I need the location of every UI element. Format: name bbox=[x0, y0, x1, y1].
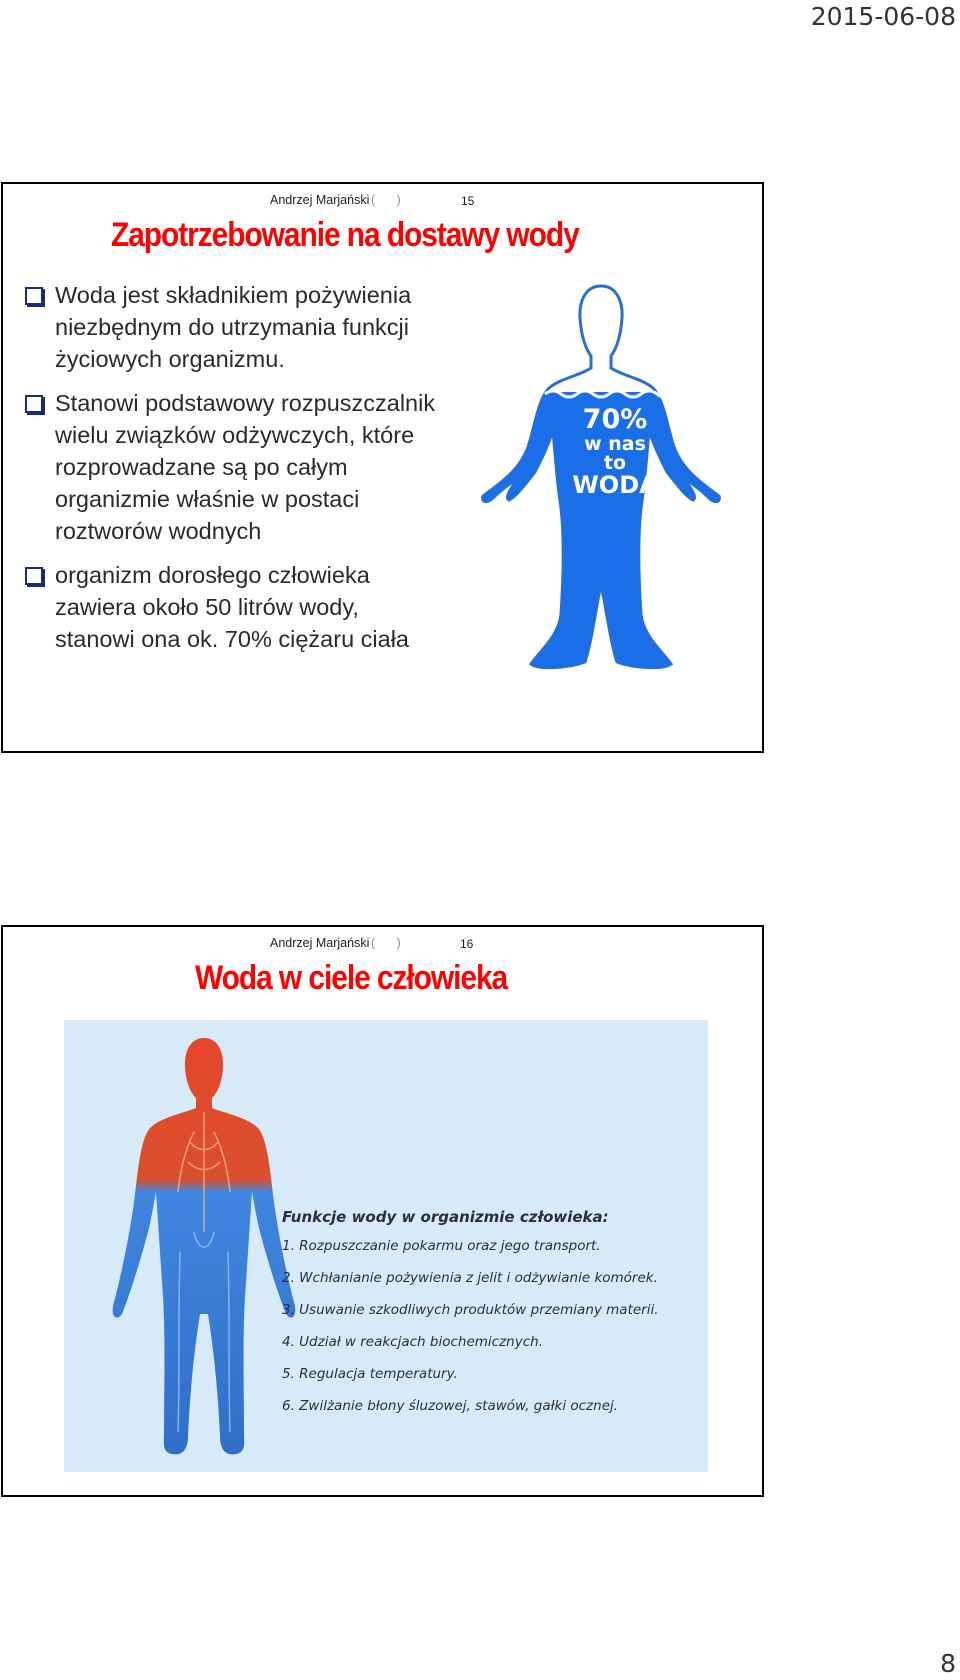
body-water-photo bbox=[64, 1020, 708, 1472]
page-date: 2015-06-08 bbox=[810, 2, 956, 31]
water-label-line: WODA bbox=[572, 471, 658, 499]
bullet-line: niezbędnym do utrzymania funkcji bbox=[55, 314, 409, 340]
slide-author: Andrzej Marjański bbox=[270, 936, 370, 950]
slide-number: 16 bbox=[460, 937, 474, 951]
water-label-line: w nas bbox=[584, 433, 646, 455]
slide-header bbox=[3, 190, 762, 210]
bullet-line: organizm dorosłego człowieka bbox=[55, 562, 370, 588]
water-label-line: 70% bbox=[582, 404, 648, 435]
water-functions-list bbox=[282, 1208, 702, 1428]
slide-number: 15 bbox=[461, 194, 475, 208]
slide-author-paren: ( ) bbox=[371, 936, 410, 950]
bullet-line: Woda jest składnikiem pożywienia bbox=[55, 282, 412, 308]
slide-header bbox=[3, 933, 762, 953]
function-item: 5. Regulacja temperatury. bbox=[282, 1366, 458, 1382]
slide-title: Woda w ciele człowieka bbox=[195, 959, 508, 997]
slide-author: Andrzej Marjański bbox=[270, 193, 370, 207]
functions-title: Funkcje wody w organizmie człowieka: bbox=[282, 1208, 609, 1226]
bullet-line: roztworów wodnych bbox=[55, 518, 262, 544]
bullet-line: organizmie właśnie w postaci bbox=[55, 486, 360, 512]
bullet-line: zawiera około 50 litrów wody, bbox=[55, 594, 359, 620]
bullet-item bbox=[25, 559, 495, 655]
bullet-item bbox=[25, 279, 495, 375]
function-item: 4. Udział w reakcjach biochemicznych. bbox=[282, 1334, 543, 1350]
water-body-figure bbox=[479, 284, 743, 684]
anatomy-body-icon bbox=[94, 1032, 314, 1462]
slide-title: Zapotrzebowanie na dostawy wody bbox=[111, 216, 579, 254]
function-item: 6. Zwilżanie błony śluzowej, stawów, gałki ocznej. bbox=[282, 1398, 619, 1414]
bullet-line: Stanowi podstawowy rozpuszczalnik bbox=[55, 390, 436, 416]
water-label-line: to bbox=[603, 452, 627, 474]
function-item: 2. Wchłanianie pożywienia z jelit i odżywianie komórek. bbox=[282, 1270, 658, 1286]
page-number: 8 bbox=[940, 1649, 956, 1678]
checkbox-bullet-icon bbox=[25, 395, 43, 413]
bullet-line: rozprowadzane są po całym bbox=[55, 454, 348, 480]
function-item: 1. Rozpuszczanie pokarmu oraz jego transport. bbox=[282, 1238, 601, 1254]
bullet-item bbox=[25, 387, 495, 547]
bullet-line: życiowych organizmu. bbox=[55, 346, 285, 372]
slide-author-paren: ( ) bbox=[371, 193, 410, 207]
bullet-line: wielu związków odżywczych, które bbox=[55, 422, 415, 448]
function-item: 3. Usuwanie szkodliwych produktów przemiany materii. bbox=[282, 1302, 659, 1318]
water-label bbox=[569, 406, 661, 497]
bullet-list bbox=[25, 279, 495, 667]
bullet-line: stanowi ona ok. 70% ciężaru ciała bbox=[55, 626, 410, 652]
checkbox-bullet-icon bbox=[25, 287, 43, 305]
slide-16 bbox=[1, 925, 764, 1497]
checkbox-bullet-icon bbox=[25, 567, 43, 585]
slide-15 bbox=[1, 182, 764, 753]
